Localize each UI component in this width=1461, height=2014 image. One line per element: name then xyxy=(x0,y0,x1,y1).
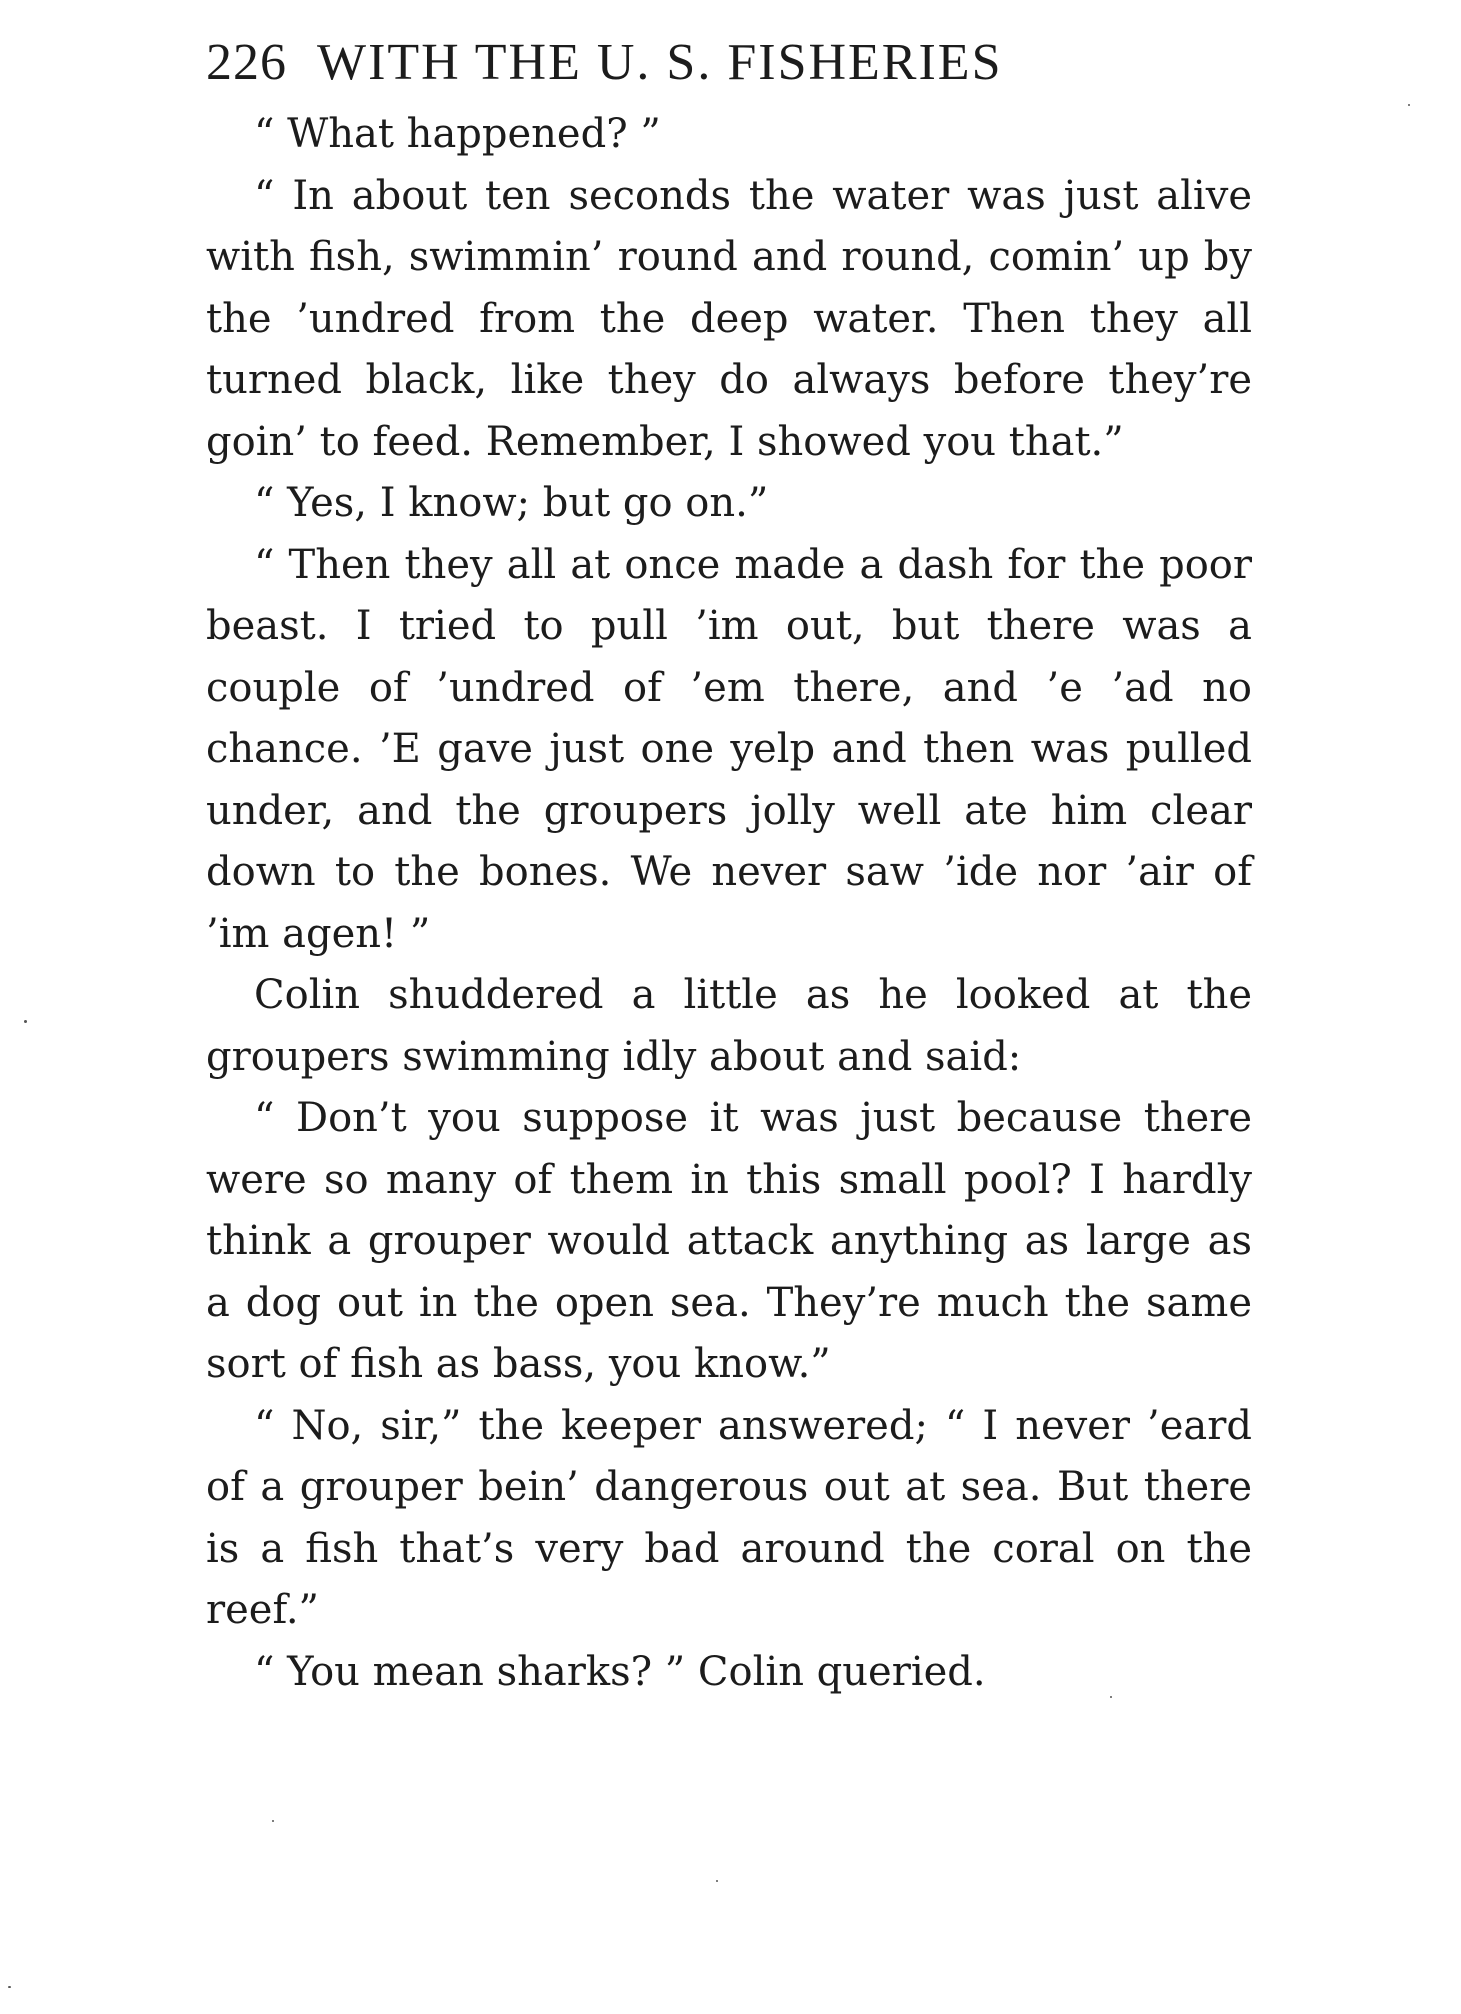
body-text xyxy=(206,104,1252,1703)
scan-speck xyxy=(24,1020,27,1023)
paragraph: “ In about ten seconds the water was just alive with fish, swimmin’ round and round, comin’ up by the ’undred from the deep water. Then they all turned black, like they do always before they’re goin’ to feed. Remember, I showed you that.” xyxy=(206,172,1252,465)
paragraph: “ You mean sharks? ” Colin queried. xyxy=(254,1648,986,1695)
paragraph: “ Don’t you suppose it was just because there were so many of them in this small pool? I hardly think a grouper would attack anything as large as a dog out in the open sea. They’re much the same sort of fish as bass, you know.” xyxy=(206,1095,1252,1387)
paragraph: “ Then they all at once made a dash for the poor beast. I tried to pull ’im out, but there was a couple of ’undred of ’em there, and ’e ’ad no chance. ’E gave just one yelp and then was pulled under, and the groupers jolly well ate him clear down to the bones. We never saw ’ide nor ’air of ’im agen! ” xyxy=(206,541,1252,957)
scan-speck xyxy=(1110,1696,1112,1698)
paragraph: “ Yes, I know; but go on.” xyxy=(254,480,769,526)
paragraph: “ No, sir,” the keeper answered; “ I never ’eard of a grouper bein’ dangerous out at sea. But there is a fish that’s very bad around the coral on the reef.” xyxy=(206,1402,1252,1633)
book-page xyxy=(206,30,1252,1703)
scan-speck xyxy=(272,1820,274,1822)
page-number: 226 xyxy=(206,34,287,91)
scan-speck xyxy=(1408,104,1410,106)
paragraph: Colin shuddered a little as he looked at the groupers swimming idly about and said: xyxy=(206,972,1252,1080)
running-title: WITH THE U. S. FISHERIES xyxy=(317,34,1003,91)
paragraph: “ What happened? ” xyxy=(254,111,661,157)
scan-speck xyxy=(8,1986,11,1988)
page-header xyxy=(206,30,1252,96)
scan-speck xyxy=(716,1880,718,1882)
